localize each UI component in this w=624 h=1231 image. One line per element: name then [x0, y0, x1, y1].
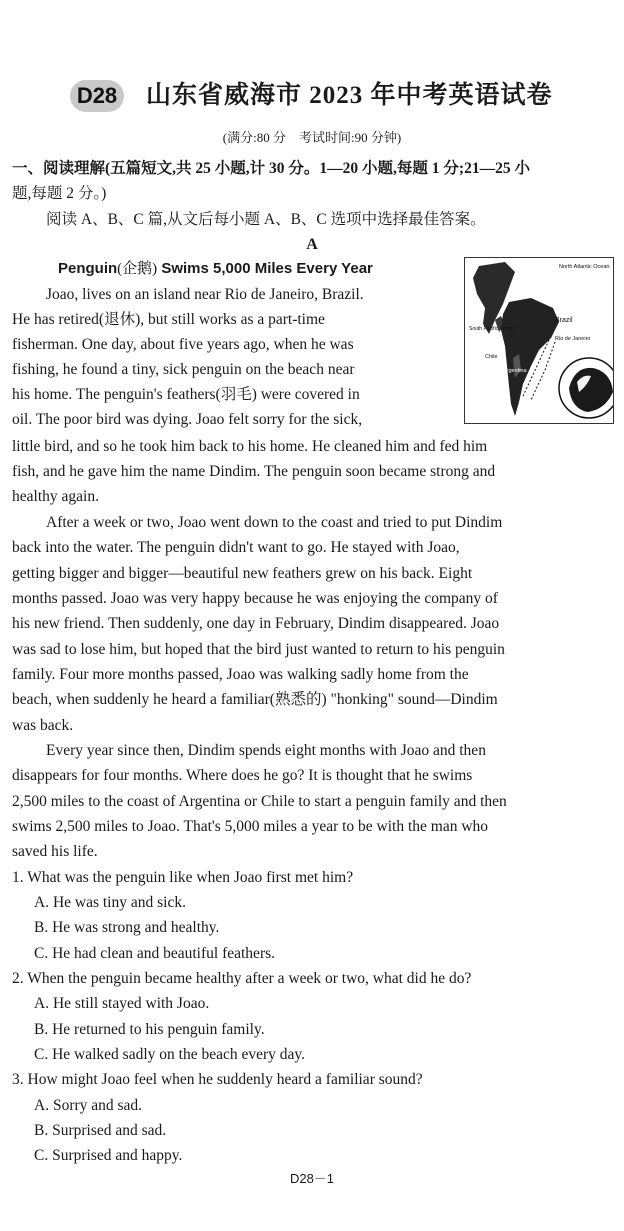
section-heading-line-1: 一、阅读理解(五篇短文,共 25 小题,计 30 分。1—20 小题,每题 1 分;21—25 小 [12, 160, 530, 177]
exam-title: 山东省威海市 2023 年中考英语试卷 [146, 82, 553, 109]
passage-line: beach, when suddenly he heard a familiar(熟悉的) "honking" sound—Dindim [12, 691, 498, 708]
passage-line: months passed. Joao was very happy because he was enjoying the company of [12, 590, 498, 607]
passage-line: After a week or two, Joao went down to the coast and tried to put Dindim [46, 514, 503, 531]
passage-line: family. Four more months passed, Joao was walking sadly home from the [12, 666, 469, 683]
passage-title-en: Penguin [58, 260, 118, 277]
answer-option: B. He returned to his penguin family. [34, 1021, 265, 1038]
svg-text:North Atlantic Ocean [559, 264, 609, 270]
passage-line: healthy again. [12, 488, 99, 505]
map-label: Chile [485, 354, 498, 360]
answer-option: A. Sorry and sad. [34, 1097, 143, 1114]
passage-line: He has retired(退休), but still works as a part-time [12, 311, 325, 328]
question-stem: 2. When the penguin became healthy after a week or two, what did he do? [12, 970, 472, 987]
section-instruction: 阅读 A、B、C 篇,从文后每小题 A、B、C 选项中选择最佳答案。 [46, 211, 486, 228]
passage-letter: A [306, 236, 318, 253]
passage-title [58, 256, 373, 282]
passage-line: little bird, and so he took him back to his home. He cleaned him and fed him [12, 438, 488, 455]
paper-code-badge: D28 [70, 80, 124, 112]
page-number: D28－1 [289, 1171, 335, 1186]
passage-line: Every year since then, Dindim spends eight months with Joao and then [46, 742, 486, 759]
title-row [0, 78, 624, 118]
passage-line: fishing, he found a tiny, sick penguin on the beach near [12, 361, 355, 378]
answer-option: A. He was tiny and sick. [34, 894, 186, 911]
map-label: South Pacific Ocean [469, 326, 515, 332]
passage-line: was back. [12, 717, 74, 734]
answer-option: B. Surprised and sad. [34, 1122, 167, 1139]
passage-line: Joao, lives on an island near Rio de Janeiro, Brazil. [46, 286, 364, 303]
question-stem: 1. What was the penguin like when Joao first met him? [12, 869, 354, 886]
score-time-line: (满分:80 分 考试时间:90 分钟) [222, 130, 402, 145]
passage-line: fisherman. One day, about five years ago, when he was [12, 336, 354, 353]
passage-title-rest: Swims 5,000 Miles Every Year [157, 260, 373, 277]
answer-option: C. He had clean and beautiful feathers. [34, 945, 276, 962]
map-label: North Atlantic Ocean [559, 264, 610, 270]
passage-line: was sad to lose him, but hoped that the bird just wanted to return to his penguin [12, 641, 505, 658]
answer-option: C. Surprised and happy. [34, 1147, 183, 1164]
passage-line: his home. The penguin's feathers(羽毛) were covered in [12, 386, 360, 403]
passage-line: oil. The poor bird was dying. Joao felt sorry for the sick, [12, 411, 363, 428]
section-heading-line-2: 题,每题 2 分。) [12, 185, 107, 202]
passage-line: getting bigger and bigger—beautiful new feathers grew on his back. Eight [12, 565, 473, 582]
question-stem: 3. How might Joao feel when he suddenly heard a familiar sound? [12, 1071, 423, 1088]
passage-line: fish, and he gave him the name Dindim. The penguin soon became strong and [12, 463, 496, 480]
answer-option: C. He walked sadly on the beach every day. [34, 1046, 306, 1063]
map-label: Argentina [503, 368, 527, 374]
passage-line: 2,500 miles to the coast of Argentina or Chile to start a penguin family and then [12, 793, 507, 810]
answer-option: A. He still stayed with Joao. [34, 995, 210, 1012]
passage-title-cn: (企鹅) [117, 261, 158, 277]
answer-option: B. He was strong and healthy. [34, 919, 220, 936]
south-america-map-illustration [464, 257, 614, 424]
passage-line: back into the water. The penguin didn't want to go. He stayed with Joao, [12, 539, 460, 556]
passage-line: disappears for four months. Where does he go? It is thought that he swims [12, 767, 473, 784]
passage-line: swims 2,500 miles to Joao. That's 5,000 miles a year to be with the man who [12, 818, 489, 835]
passage-line: saved his life. [12, 843, 98, 860]
map-graphic [465, 258, 613, 423]
passage-line: his new friend. Then suddenly, one day in February, Dindim disappeared. Joao [12, 615, 500, 632]
map-label: Brazil [555, 317, 573, 324]
map-label: Rio de Janeiro [555, 336, 591, 342]
